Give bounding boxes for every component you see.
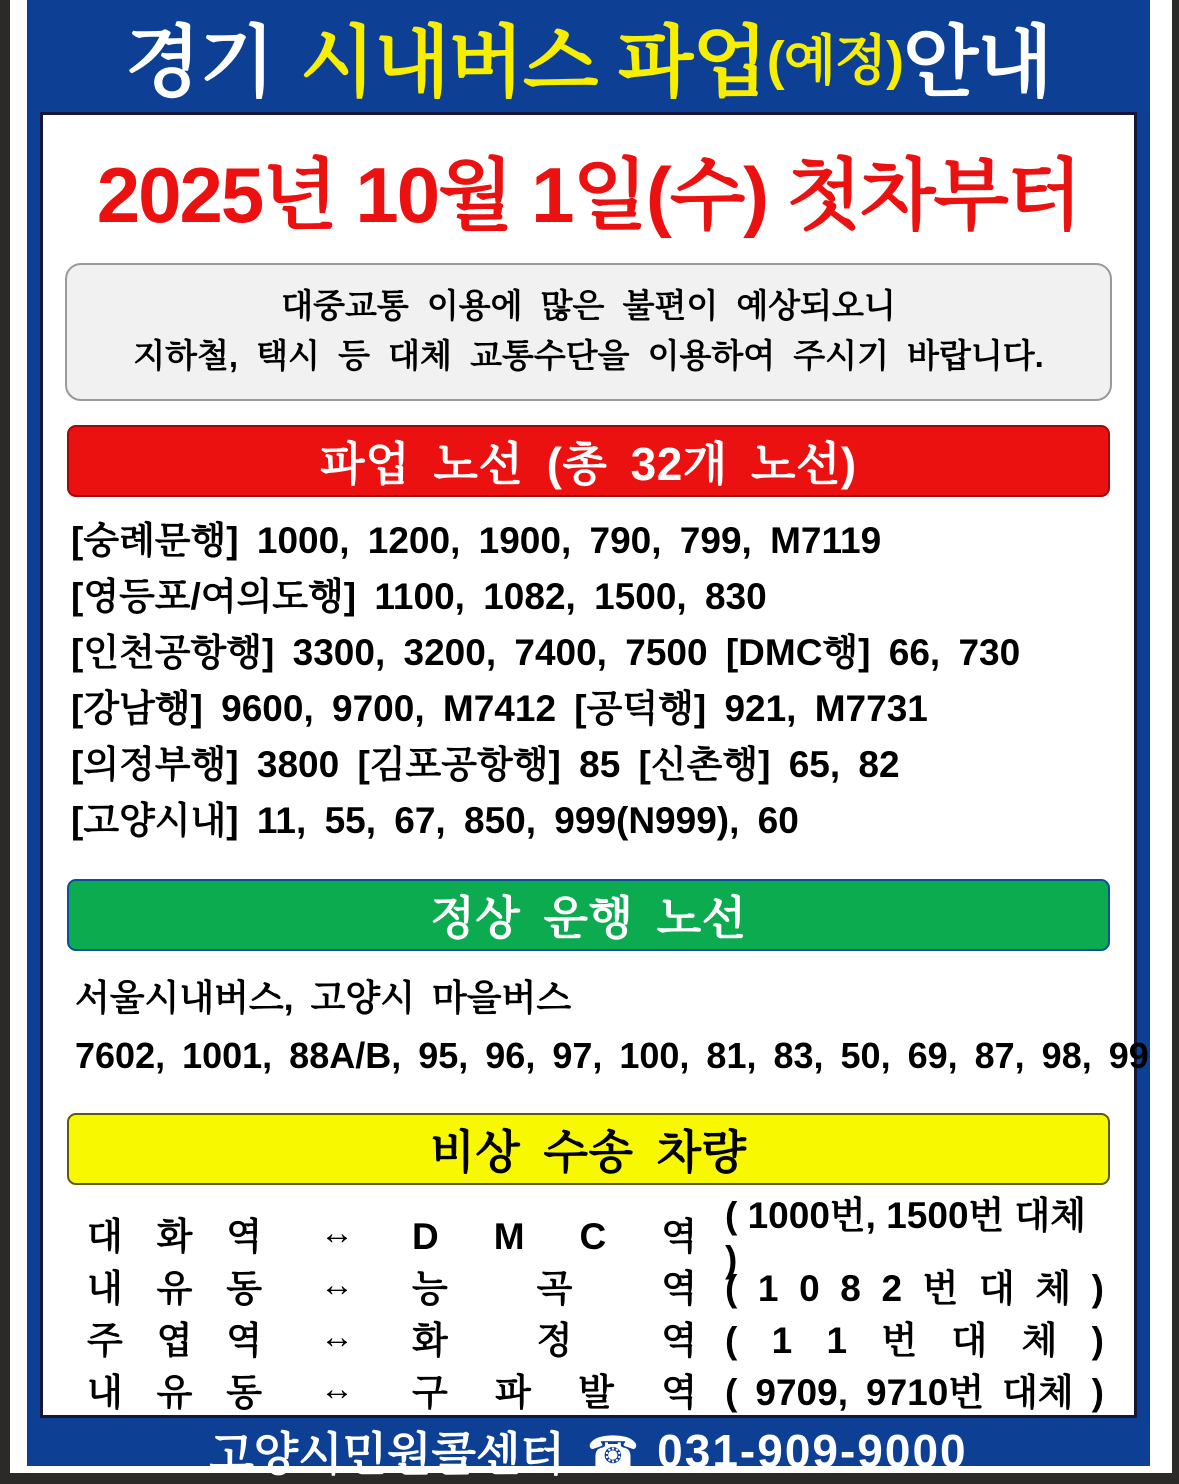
emergency-to-station: 능 곡 역 xyxy=(412,1268,697,1309)
strike-route-line: [강남행] 9600, 9700, M7412 [공덕행] 921, M7731 xyxy=(71,688,928,729)
strike-route-line: [숭례문행] 1000, 1200, 1900, 790, 799, M7119 xyxy=(71,520,882,561)
title-notice-word: 안내 xyxy=(903,18,1052,106)
strike-date-heading: 2025년 10월 1일(수) 첫차부터 xyxy=(96,151,1081,239)
emergency-substitute-note: ( 9709, 9710번 대체 ) xyxy=(725,1372,1104,1413)
normal-route-line: 7602, 1001, 88A/B, 95, 96, 97, 100, 81, 83, 50, 69, 87, 98, 99 xyxy=(75,1035,1149,1076)
advisory-line-2: 지하철, 택시 등 대체 교통수단을 이용하여 주시기 바랍니다. xyxy=(133,337,1044,374)
both-ways-arrow-icon: ↔ xyxy=(320,1317,354,1356)
content-box xyxy=(40,112,1149,1418)
strike-route-line: [영등포/여의도행] 1100, 1082, 1500, 830 xyxy=(71,576,767,617)
call-center-name: 고양시민원콜센터 xyxy=(209,1428,565,1480)
emergency-from-station: 대 화 역 xyxy=(87,1216,262,1257)
emergency-substitute-note: ( 1000번, 1500번 대체 ) xyxy=(725,1195,1087,1280)
emergency-row xyxy=(87,1311,1104,1363)
both-ways-arrow-icon: ↔ xyxy=(320,1265,354,1304)
emergency-from-station: 주 엽 역 xyxy=(87,1320,262,1361)
emergency-from-station: 내 유 동 xyxy=(87,1268,262,1309)
emergency-substitute-note: ( 1 1 번 대 체 ) xyxy=(725,1320,1104,1361)
emergency-to-station: 구 파 발 역 xyxy=(412,1372,697,1413)
emergency-to-station: 화 정 역 xyxy=(412,1320,697,1361)
emergency-to-station: D M C 역 xyxy=(412,1216,697,1257)
strike-route-line: [인천공항행] 3300, 3200, 7400, 7500 [DMC행] 66, 730 xyxy=(71,632,1021,673)
advisory-line-1: 대중교통 이용에 많은 불편이 예상되오니 xyxy=(281,287,896,324)
bus-strike-poster xyxy=(27,0,1150,1480)
emergency-row xyxy=(87,1363,1104,1415)
emergency-substitute-note: ( 1 0 8 2 번 대 체 ) xyxy=(725,1268,1104,1309)
strike-route-line: [의정부행] 3800 [김포공항행] 85 [신촌행] 65, 82 xyxy=(71,744,900,785)
emergency-from-station: 내 유 동 xyxy=(87,1372,262,1413)
title-strike-word: 시내버스 파업 xyxy=(299,18,767,106)
footer-contact xyxy=(27,1418,1150,1484)
emergency-transport-table xyxy=(43,1185,1134,1415)
title-region: 경기 xyxy=(125,18,274,106)
poster-mat xyxy=(10,0,1172,1480)
poster-title xyxy=(27,0,1150,112)
normal-route-line: 서울시내버스, 고양시 마을버스 xyxy=(75,977,572,1018)
telephone-icon: ☎ xyxy=(586,1427,640,1475)
emergency-vehicles-banner: 비상 수송 차량 xyxy=(67,1113,1110,1185)
both-ways-arrow-icon: ↔ xyxy=(320,1369,354,1408)
both-ways-arrow-icon: ↔ xyxy=(320,1213,354,1252)
strike-routes-banner: 파업 노선 (총 32개 노선) xyxy=(67,425,1110,497)
emergency-row xyxy=(87,1259,1104,1311)
phone-number: 031-909-9000 xyxy=(657,1425,968,1477)
advisory-box xyxy=(65,263,1112,401)
normal-routes-list xyxy=(43,951,1149,1089)
title-planned-paren: (예정) xyxy=(766,30,904,91)
strike-routes-list xyxy=(43,497,1134,855)
strike-route-line: [고양시내] 11, 55, 67, 850, 999(N999), 60 xyxy=(71,800,799,841)
normal-routes-banner: 정상 운행 노선 xyxy=(67,879,1110,951)
emergency-row xyxy=(87,1195,1104,1280)
